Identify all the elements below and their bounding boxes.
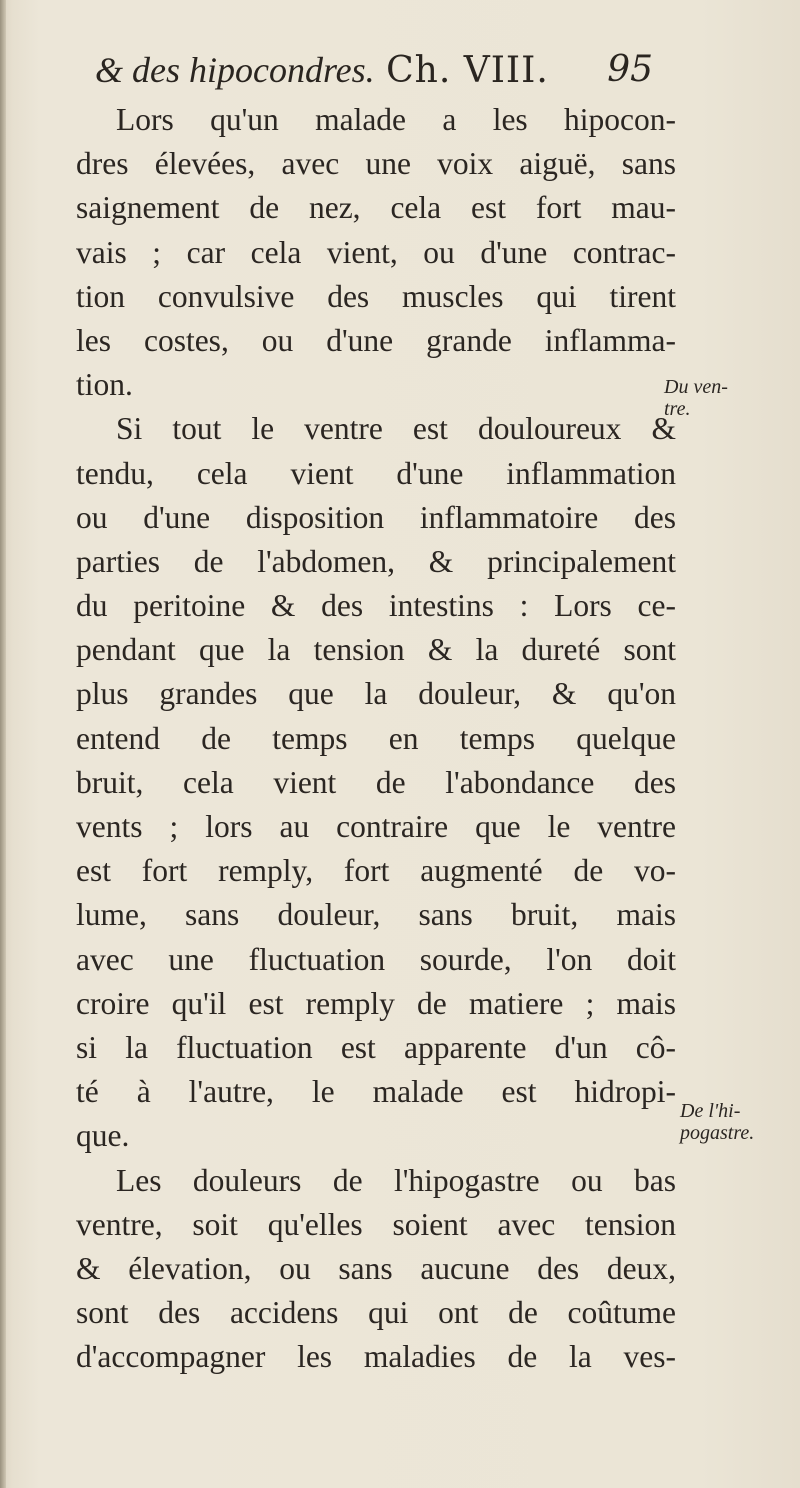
running-header xyxy=(95,42,675,98)
margin-note-hipogastre xyxy=(680,1100,754,1144)
margin-note-line: Du ven- xyxy=(664,376,728,398)
page-number: 95 xyxy=(607,49,653,90)
text-line: si la fluctuation est apparente d'un cô- xyxy=(76,1029,676,1065)
text-line: pendant que la tension & la dureté sont xyxy=(76,632,676,668)
text-line: vais ; car cela vient, ou d'une contrac- xyxy=(76,234,676,270)
text-line: croire qu'il est remply de matiere ; mais xyxy=(76,985,676,1021)
text-line: Lors qu'un malade a les hipocon- xyxy=(116,102,676,137)
text-line: té à l'autre, le malade est hidropi- xyxy=(76,1074,676,1110)
text-line: & élevation, ou sans aucune des deux, xyxy=(76,1250,676,1286)
text-line: les costes, ou d'une grande inflamma- xyxy=(76,322,676,358)
text-line: parties de l'abdomen, & principalement xyxy=(76,543,676,579)
margin-note-line: tre. xyxy=(664,398,691,420)
text-line: dres élevées, avec une voix aiguë, sans xyxy=(76,146,676,182)
chapter-number: Ch. VIII. xyxy=(386,50,549,91)
page-gutter xyxy=(0,0,6,1488)
text-line: lume, sans douleur, sans bruit, mais xyxy=(76,897,676,933)
text-line: plus grandes que la douleur, & qu'on xyxy=(76,676,676,712)
text-line: bruit, cela vient de l'abondance des xyxy=(76,764,676,800)
margin-note-line: De l'hi- xyxy=(680,1100,741,1122)
text-line: tendu, cela vient d'une inflammation xyxy=(76,455,676,491)
text-line: ou d'une disposition inflammatoire des xyxy=(76,499,676,535)
text-line: saignement de nez, cela est fort mau- xyxy=(76,190,676,226)
text-line: sont des accidens qui ont de coûtume xyxy=(76,1295,676,1331)
text-line: avec une fluctuation sourde, l'on doit xyxy=(76,941,676,977)
text-line: vents ; lors au contraire que le ventre xyxy=(76,809,676,844)
text-line: Les douleurs de l'hipogastre ou bas xyxy=(116,1162,676,1198)
text-line: ventre, soit qu'elles soient avec tension xyxy=(76,1206,676,1242)
running-title: & des hipocondres. xyxy=(95,50,375,90)
text-line: tion convulsive des muscles qui tirent xyxy=(76,278,676,314)
margin-note-ventre xyxy=(664,376,728,420)
text-line: tion. xyxy=(76,367,133,403)
text-line: entend de temps en temps quelque xyxy=(76,720,676,756)
body-text xyxy=(76,98,676,1379)
text-line: que. xyxy=(76,1118,130,1154)
text-line: du peritoine & des intestins : Lors ce- xyxy=(76,588,676,624)
text-line: d'accompagner les maladies de la ves- xyxy=(76,1339,676,1375)
margin-note-line: pogastre. xyxy=(680,1122,755,1144)
text-line: Si tout le ventre est douloureux & xyxy=(116,411,676,447)
text-line: est fort remply, fort augmenté de vo- xyxy=(76,853,676,889)
